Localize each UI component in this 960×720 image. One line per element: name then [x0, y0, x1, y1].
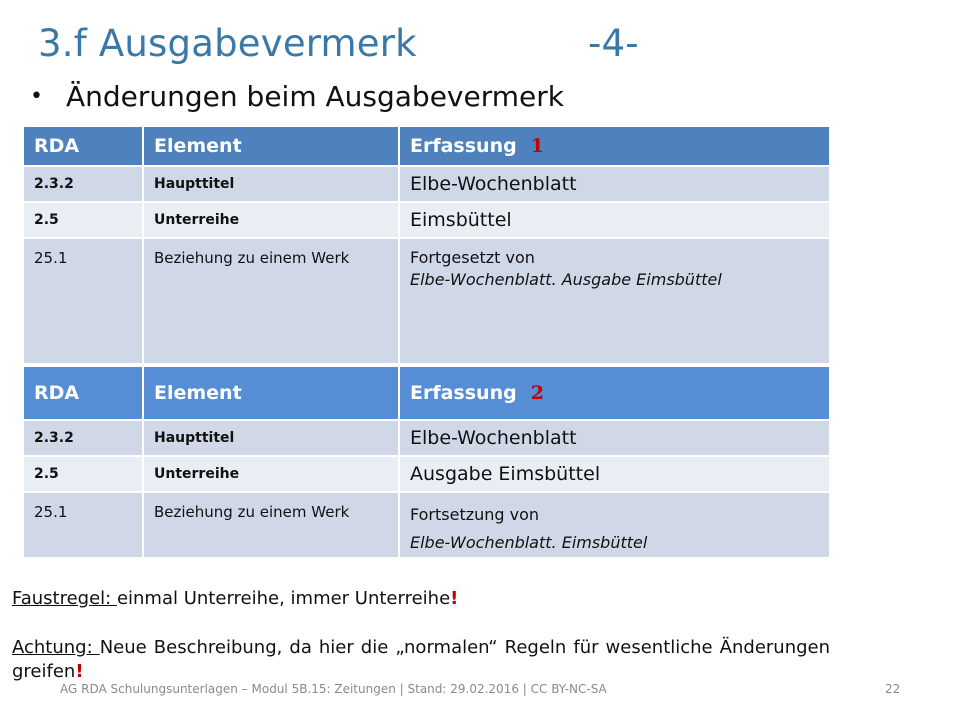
cell-value: Elbe-Wochenblatt	[399, 420, 830, 456]
faustregel-label: Faustregel:	[12, 588, 117, 609]
achtung-note	[12, 636, 830, 684]
cell-value: Ausgabe Eimsbüttel	[399, 456, 830, 492]
table-erfassung-2	[22, 365, 831, 559]
cell-element: Beziehung zu einem Werk	[143, 492, 399, 558]
table-row	[23, 492, 830, 558]
cell-element: Haupttitel	[143, 420, 399, 456]
faustregel-note	[12, 588, 458, 609]
header-rda: RDA	[23, 366, 143, 420]
bullet-icon: •	[30, 84, 43, 109]
table-erfassung-1	[22, 125, 831, 365]
slide-number-label: -4-	[588, 22, 639, 65]
table-row	[23, 238, 830, 364]
header-element: Element	[143, 126, 399, 166]
footer-text: AG RDA Schulungsunterlagen – Modul 5B.15: Zeitungen | Stand: 29.02.2016 | CC BY-NC-SA	[60, 682, 607, 696]
header-rda: RDA	[23, 126, 143, 166]
cell-value	[399, 238, 830, 364]
faustregel-mark: !	[450, 588, 459, 609]
cell-rda: 25.1	[23, 492, 143, 558]
table-header-row	[23, 126, 830, 166]
header-erfassung	[399, 126, 830, 166]
achtung-label: Achtung:	[12, 637, 100, 658]
table-row	[23, 202, 830, 238]
bullet-point	[30, 80, 564, 113]
table-row	[23, 456, 830, 492]
table-row	[23, 166, 830, 202]
cell-rda: 2.5	[23, 456, 143, 492]
marker-badge: 2	[530, 382, 544, 404]
cell-element: Unterreihe	[143, 202, 399, 238]
value-line-2: Elbe-Wochenblatt. Ausgabe Eimsbüttel	[410, 270, 722, 289]
slide-title-text: 3.f Ausgabevermerk	[38, 22, 417, 65]
cell-rda: 2.3.2	[23, 420, 143, 456]
bullet-text: Änderungen beim Ausgabevermerk	[66, 80, 564, 113]
achtung-text: Neue Beschreibung, da hier die „normalen“ Regeln für wesentliche Änderungen greifen	[12, 637, 831, 682]
header-erfassung-label: Erfassung	[410, 135, 517, 157]
cell-value	[399, 492, 830, 558]
value-line-1: Fortsetzung von	[410, 505, 540, 524]
faustregel-text: einmal Unterreihe, immer Unterreihe	[116, 588, 451, 609]
cell-rda: 2.3.2	[23, 166, 143, 202]
page-number: 22	[885, 682, 901, 696]
table-header-row	[23, 366, 830, 420]
value-line-1: Fortgesetzt von	[410, 248, 535, 267]
cell-element: Beziehung zu einem Werk	[143, 238, 399, 364]
cell-rda: 2.5	[23, 202, 143, 238]
achtung-mark: !	[75, 661, 84, 682]
header-element: Element	[143, 366, 399, 420]
header-erfassung	[399, 366, 830, 420]
slide-title	[38, 22, 639, 65]
table-row	[23, 420, 830, 456]
cell-value: Elbe-Wochenblatt	[399, 166, 830, 202]
header-erfassung-label: Erfassung	[410, 382, 517, 404]
cell-rda: 25.1	[23, 238, 143, 364]
value-line-2: Elbe-Wochenblatt. Eimsbüttel	[410, 533, 648, 552]
marker-badge: 1	[530, 135, 544, 157]
cell-element: Haupttitel	[143, 166, 399, 202]
cell-element: Unterreihe	[143, 456, 399, 492]
cell-value: Eimsbüttel	[399, 202, 830, 238]
